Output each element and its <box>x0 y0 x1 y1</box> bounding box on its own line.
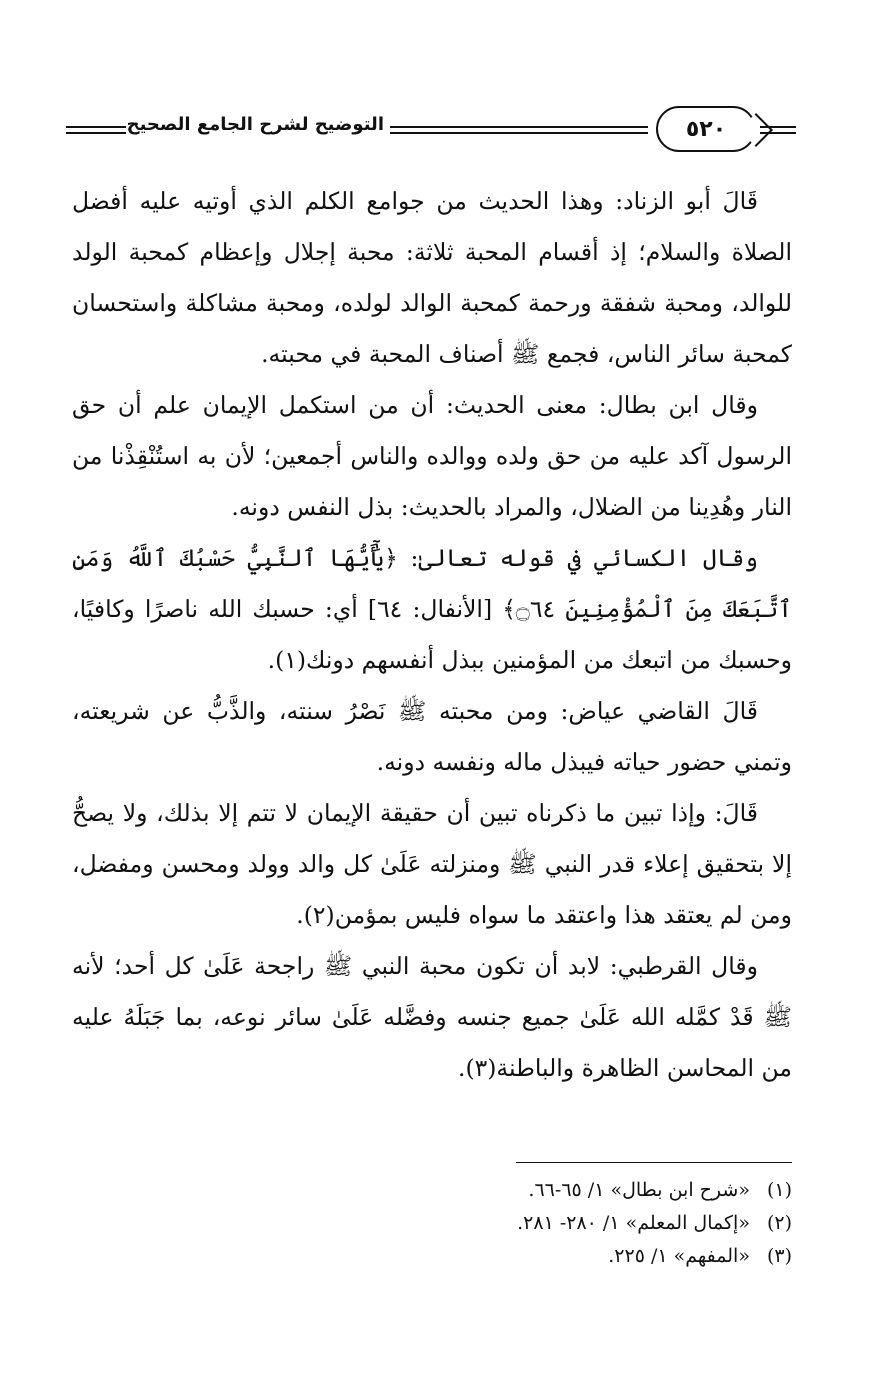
paragraph: قَالَ أبو الزناد: وهذا الحديث من جوامع الكلم الذي أوتيه عليه أفضل الصلاة والسلام؛ إذ أقسام المحبة ثلاثة: محبة إجلال وإعظام كمحبة الولد للوالد، ومحبة شفقة ورحمة كمحبة الوالد لولده، ومحبة مشاكلة واستحسان كمحبة سائر الناس، فجمع ﷺ أصناف المحبة في محبته. <box>72 187 792 368</box>
header-rule-right <box>760 126 796 128</box>
paragraph: وقال ابن بطال: معنى الحديث: أن من استكمل الإيمان علم أن حق الرسول آكد عليه من حق ولده ووالده والناس أجمعين؛ لأن به استُنْقِذْنا من النار وهُدِينا من الضلال، والمراد بالحديث: بذل النفس دونه. <box>72 391 792 521</box>
header-rule-middle <box>390 126 648 128</box>
footnote-number: (٣) <box>766 1245 792 1267</box>
header-rule-left <box>66 132 126 134</box>
page-header <box>60 104 796 160</box>
paragraph: قَالَ القاضي عياض: ومن محبته ﷺ نَصْرُ سنته، والذَّبُّ عن شريعته، وتمني حضور حياته فيبذل ماله ونفسه دونه. <box>72 697 792 776</box>
footnote-text: «شرح ابن بطال» ١/ ٦٥-٦٦. <box>528 1179 750 1201</box>
page-number: ٥٢٠ <box>685 116 727 142</box>
footnote <box>300 1207 792 1240</box>
header-rule-middle <box>390 132 648 134</box>
main-text <box>72 176 792 1094</box>
footnote <box>300 1174 792 1207</box>
header-rule-right <box>760 132 796 134</box>
running-title: التوضيح لشرح الجامع الصحيح <box>126 114 384 135</box>
footnote <box>300 1240 792 1273</box>
footnote-text: «المفهم» ١/ ٢٢٥. <box>608 1245 750 1267</box>
paragraph: قَالَ: وإذا تبين ما ذكرناه تبين أن حقيقة الإيمان لا تتم إلا بذلك، ولا يصحُّ إلا بتحقيق إعلاء قدر النبي ﷺ ومنزلته عَلَىٰ كل والد وولد ومحسن ومفضل، ومن لم يعتقد هذا واعتقد ما سواه فليس بمؤمن(٢). <box>72 799 792 929</box>
paragraph: وقال الكسائي في قوله تعالىٰ: ﴿يَٰٓأَيُّهَا ٱلنَّبِيُّ حَسْبُكَ ٱللَّهُ وَمَنِ ٱتَّبَعَكَ مِنَ ٱلْمُؤْمِنِينَ ۝٦٤﴾ [الأنفال: ٦٤] أي: حسبك الله ناصرًا وكافيًا، وحسبك من اتبعك من المؤمنين ببذل أنفسهم دونك(١). <box>72 544 793 674</box>
page-number-badge <box>656 106 756 152</box>
header-rule-left <box>66 126 126 128</box>
footnote-number: (٢) <box>766 1212 792 1234</box>
footnote-text: «إكمال المعلم» ١/ ٢٨٠- ٢٨١. <box>517 1212 750 1234</box>
footnotes <box>300 1174 792 1273</box>
paragraph: وقال القرطبي: لابد أن تكون محبة النبي ﷺ راجحة عَلَىٰ كل أحد؛ لأنه ﷺ قَدْ كمَّله الله عَلَىٰ جميع جنسه وفضَّله عَلَىٰ سائر نوعه، بما جَبَلَهُ عليه من المحاسن الظاهرة والباطنة(٣). <box>72 952 792 1082</box>
footnote-divider <box>516 1162 792 1163</box>
footnote-number: (١) <box>766 1179 792 1201</box>
